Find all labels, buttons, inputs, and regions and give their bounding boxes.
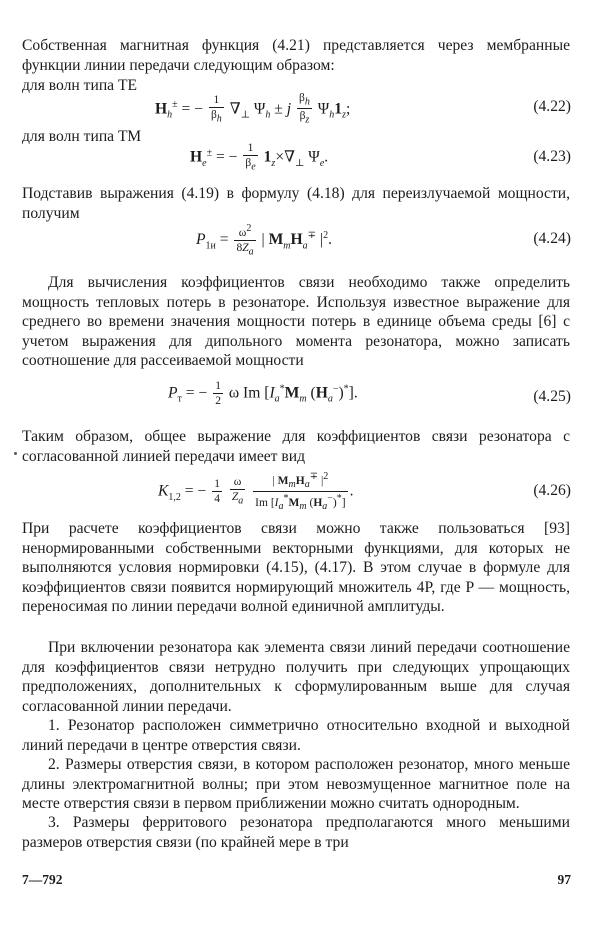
print-speck (14, 452, 17, 455)
paragraph-unnormalized: При расчете коэффициентов связи можно также пользоваться [93] ненормированными собственными векторными функциями, для которых не выполняются условия нормировки (4.15), (4.17). В этом случае в формуле для коэффициентов связи появится нормирующий множитель 4P, где P — мощность, переносимая по линии передачи волной единичной амплитуды. (22, 520, 570, 616)
paragraph-thermal-loss: Для вычисления коэффициентов связи необходимо также определить мощность тепловых потерь в резонаторе. Используя известное выражение для среднего во времени значения мощности потерь в единице объема среды [6] с учетом выражения для дипольного момента резонатора, можно записать соотношение для рассеиваемой мощности (22, 274, 570, 370)
paragraph-resonator-element: При включении резонатора как элемента связи линий передачи соотношение для коэффициентов связи нетрудно получить при следующих упрощающих предположениях, дополнительных к сформулированным выше для случая согласованной линии передачи. (22, 639, 570, 715)
equation-4-23: $H_e^\pm$ = − $\frac{1}{\beta_e}$ $1_z\times\nabla_\perp$ $\Psi_e$. (190, 142, 329, 173)
equation-number-4-23: (4.23) (533, 148, 571, 165)
te-wave-label: для волн типа ТЕ (22, 77, 138, 94)
paragraph-intro: Собственная магнитная функция (4.21) представляется через мембранные функции линии передачи следующим образом: (22, 37, 570, 74)
equation-4-25: $P_т$ = − $\frac{1}{2}$ ω Im [$I_a^*M_m$ $(H_a^-)^*$]. (168, 380, 358, 407)
paragraph-general-expression: Таким образом, общее выражение для коэффициентов связи резонатора с согласованной линией передачи имеет вид (22, 428, 570, 465)
equation-number-4-26: (4.26) (533, 482, 571, 499)
signature-mark: 7—792 (22, 872, 63, 887)
equation-number-4-22: (4.22) (533, 98, 571, 115)
assumption-item-1: 1. Резонатор расположен симметрично относительно входной и выходной линий передачи в центре отверстия связи. (22, 717, 570, 754)
assumption-item-3: 3. Размеры ферритового резонатора предполагаются много меньшими размеров отверстия связи (по крайней мере в три (22, 814, 570, 851)
equation-number-4-25: (4.25) (533, 388, 571, 405)
paragraph-substitution: Подставив выражения (4.19) в формулу (4.18) для переизлучаемой мощности, получим (22, 185, 570, 222)
equation-number-4-24: (4.24) (533, 230, 571, 247)
page-number: 97 (557, 872, 571, 887)
equation-4-22: $H_h^\pm$ = − $\frac{1}{\beta_h}$ $\nabla_\perp$ $\Psi_h \pm j$ $\frac{\beta_h}{\beta_z}$ $\Psi_h1_z$; (155, 92, 351, 126)
assumption-item-2: 2. Размеры отверстия связи, в котором расположен резонатор, много меньше длины электромагнитной волны; при этом невозмущенное магнитное поле на месте отверстия связи в первом приближении можно считать однородным. (22, 756, 570, 813)
equation-4-24: $P_{1и}$ = $\frac{\omega^2}{8Z_a}$ | $M_mH_a^\mp$ $|^2$. (196, 223, 332, 258)
tm-wave-label: для волн типа ТМ (22, 128, 142, 145)
equation-4-26: $K_{1,2}$ = − $\frac{1}{4}$ $\frac{\omega}{Z_a}$ $\frac{| M_mH_a^\mp |^2}{Im [I_a^*M_m (H_a^-)^*]}$ . (158, 471, 354, 513)
